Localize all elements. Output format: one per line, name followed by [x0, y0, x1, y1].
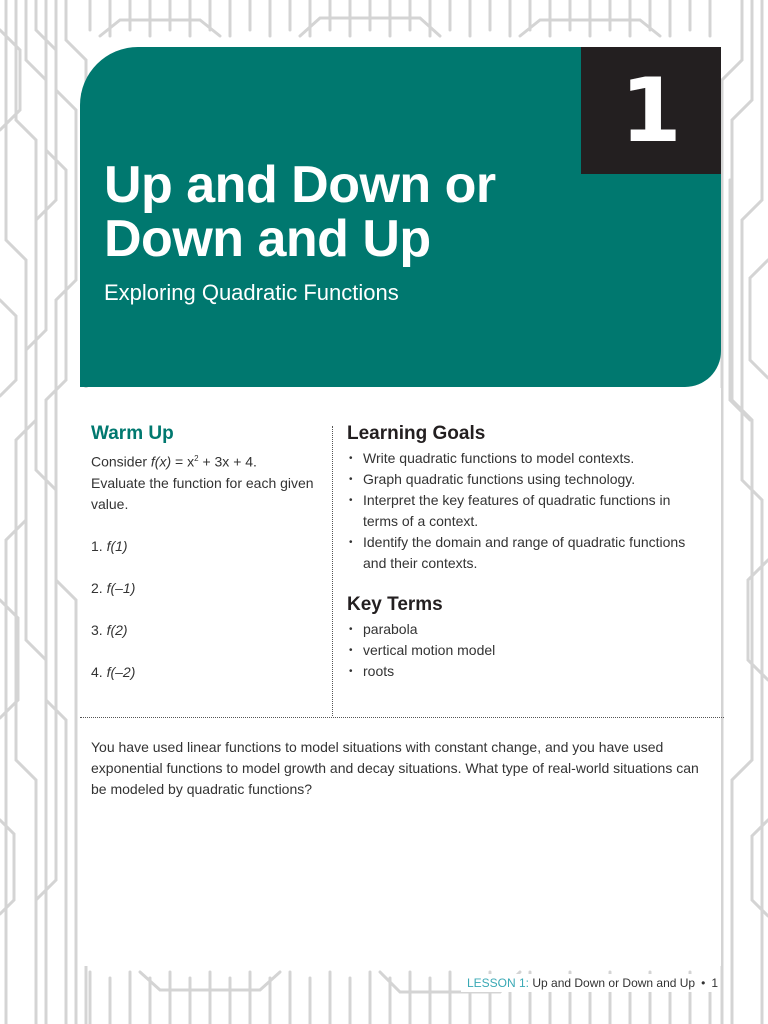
warm-up-function-statement [91, 448, 321, 473]
equation-part: = x [171, 453, 195, 470]
key-term-item [347, 661, 707, 682]
problem-number: 4. [91, 663, 107, 680]
bullet-icon: • [349, 645, 353, 656]
problem-expression: f(–1) [106, 579, 136, 596]
learning-goals-list [347, 448, 707, 574]
learning-goal-text: Interpret the key features of quadratic functions in terms of a context. [363, 492, 671, 529]
lesson-title-line-1: Up and Down or [104, 156, 496, 214]
problem-expression: f(1) [106, 537, 128, 554]
learning-goal-item [347, 490, 707, 532]
column-divider [332, 426, 333, 716]
learning-goal-item [347, 469, 707, 490]
learning-goals-heading: Learning Goals [347, 423, 486, 444]
learning-goal-text: Graph quadratic functions using technology. [363, 471, 636, 487]
problem-number: 3. [91, 621, 107, 638]
intro-paragraph: You have used linear functions to model situations with constant change, and you have used exponential functions to model growth and decay situations. What type of real-world situations can be modeled by quadratic functions? [91, 739, 699, 797]
warm-up-section [91, 422, 321, 704]
bullet-icon: • [349, 666, 353, 677]
footer-lesson-label: LESSON 1: [466, 976, 530, 990]
equation-tail: + 3x + 4. [198, 453, 257, 470]
lesson-title-line-2: Down and Up [104, 210, 431, 268]
footer-lesson-title: Up and Down or Down and Up [529, 976, 696, 990]
warm-up-problem [91, 620, 321, 662]
problem-expression: f(–2) [106, 663, 136, 680]
section-divider [80, 717, 724, 718]
bullet-icon: • [349, 624, 353, 635]
key-terms-section [347, 593, 707, 682]
key-term-text: vertical motion model [363, 642, 496, 658]
bullet-icon: • [349, 453, 353, 464]
lesson-number-badge: 1 [581, 47, 721, 174]
bullet-icon: • [349, 474, 353, 485]
bullet-icon: • [349, 495, 353, 506]
warm-up-heading: Warm Up [91, 423, 174, 444]
page-number: 1 [711, 976, 718, 990]
learning-goal-text: Identify the domain and range of quadratic functions and their contexts. [363, 534, 686, 571]
exponent: 2 [194, 454, 199, 463]
bullet-icon: • [349, 537, 353, 548]
learning-goal-text: Write quadratic functions to model contexts. [363, 450, 635, 466]
footer-separator: • [701, 976, 706, 990]
lesson-subtitle: Exploring Quadratic Functions [104, 280, 399, 305]
key-terms-heading: Key Terms [347, 594, 443, 615]
problem-number: 1. [91, 537, 107, 554]
warm-up-problem [91, 578, 321, 620]
lesson-title [104, 158, 574, 266]
problem-number: 2. [91, 579, 107, 596]
key-term-item [347, 619, 707, 640]
warm-up-problem-list [91, 536, 321, 704]
page-footer [461, 974, 720, 992]
key-term-text: roots [363, 663, 395, 679]
warm-up-problem [91, 536, 321, 578]
warm-up-problem [91, 662, 321, 704]
learning-goal-item [347, 532, 707, 574]
problem-expression: f(2) [106, 621, 128, 638]
goals-and-terms-column [347, 422, 707, 682]
learning-goal-item [347, 448, 707, 469]
key-term-text: parabola [363, 621, 418, 637]
key-terms-list [347, 619, 707, 682]
warm-up-instruction: Evaluate the function for each given value. [91, 474, 314, 512]
key-term-item [347, 640, 707, 661]
consider-label: Consider [91, 453, 151, 470]
function-notation: f(x) [150, 453, 172, 470]
